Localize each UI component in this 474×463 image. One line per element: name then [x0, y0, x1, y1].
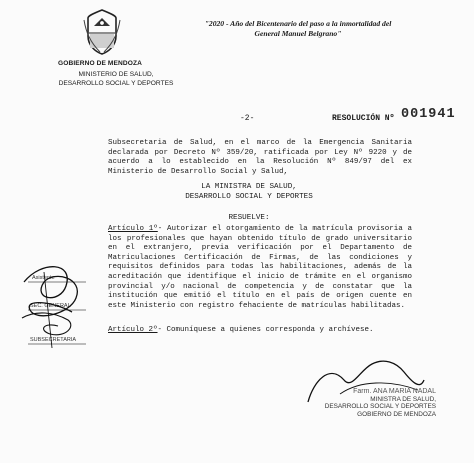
motto-line-2: General Manuel Belgrano": [254, 29, 342, 38]
signer-name: Farm. ANA MARIA NADAL: [353, 388, 436, 395]
signer-line-3: GOBIERNO DE MENDOZA: [357, 410, 436, 418]
article-2-text: - Comuníquese a quienes corresponda y archívese.: [157, 326, 374, 334]
stamp-line-3: SUBSECRETARIA: [30, 337, 77, 343]
article-1-label: Artículo 1º: [108, 225, 158, 233]
resolves-heading: RESUELVE:: [228, 214, 270, 222]
motto-line-1: "2020 - Año del Bicentenario del paso a la inmortalidad del: [204, 19, 392, 28]
mendoza-coat-of-arms-icon: [82, 6, 122, 56]
page-number: -2-: [240, 114, 255, 123]
authority-line-2: DESARROLLO SOCIAL Y DEPORTES: [185, 193, 313, 201]
signer-line-1: MINISTRA DE SALUD,: [370, 395, 436, 403]
stamp-line-1: Asistente: [32, 275, 55, 281]
signer-block: [316, 388, 436, 418]
government-name: GOBIERNO DE MENDOZA: [58, 60, 142, 67]
ministry-name: [46, 70, 186, 88]
signer-line-2: DESARROLLO SOCIAL Y DEPORTES: [324, 403, 436, 411]
stamp-line-2: SEC. GENERAL: [30, 303, 71, 309]
authority-line-1: LA MINISTRA DE SALUD,: [201, 183, 297, 191]
year-motto: [178, 19, 418, 39]
ministry-line-2: DESARROLLO SOCIAL Y DEPORTES: [58, 80, 174, 87]
ministry-line-1: MINISTERIO DE SALUD,: [78, 71, 154, 78]
article-1-text: - Autorizar el otorgamiento de la matrícula provisoria a los profesionales que hayan obtenido título de grado universitario en el extranjero, previa verificación por el Departamento de Matriculaciones Certificación de Firmas, de las condiciones y requisitos definidos para todas las habilitaciones, además de la acreditación que identifique el inicio de trámite en el organismo provincial y/o nacional de competencia y de constatar que la institución que emitió el título en el país de origen cuente en este Ministerio con registro fehaciente de matrículas habilitadas.: [108, 225, 412, 310]
article-1: [108, 225, 412, 311]
intro-paragraph: Subsecretaria de Salud, en el marco de la Emergencia Sanitaria declarada por Decreto Nº 359/20, ratificada por Ley Nº 9220 y de acuerdo a lo establecido en la Resolución Nº 849/97 del ex Ministerio de Desarrollo Social y Salud,: [108, 139, 412, 176]
left-handwritten-signature: [14, 252, 100, 352]
resolution-number: 001941: [401, 107, 456, 122]
article-2: [108, 326, 412, 336]
resolution-label: RESOLUCIÓN Nº: [332, 114, 395, 123]
article-2-label: Artículo 2º: [108, 326, 158, 334]
